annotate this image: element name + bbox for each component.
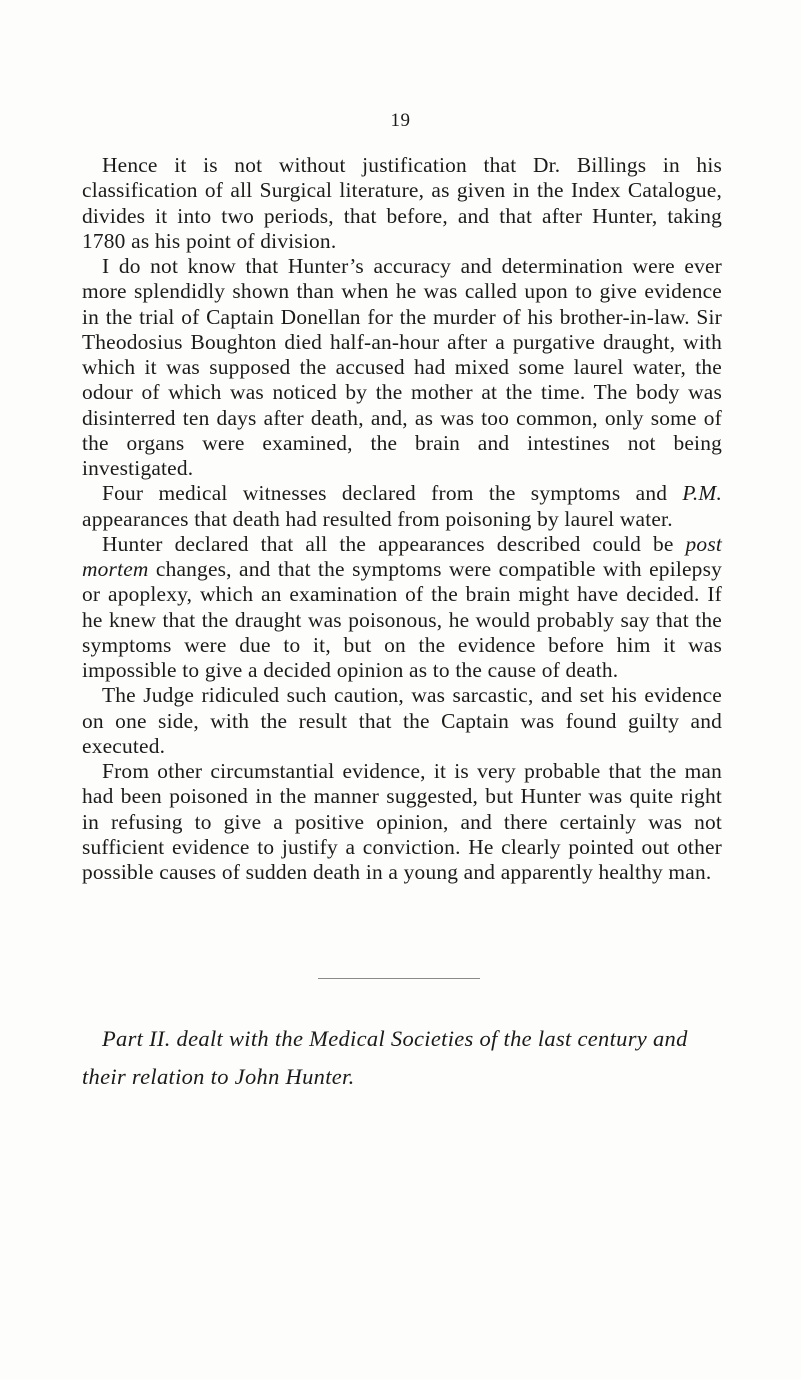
text-run: Hence it is not without justification that Dr. Billings in his classification of all Surgical literature, as given in the Index Catalogue, divides it into two periods, that before, and that after Hunter, taking 1780 as his point of division. bbox=[82, 153, 722, 253]
closing-note: Part II. dealt with the Medical Societies of the last century and their relation to John Hunter. bbox=[82, 1026, 688, 1089]
paragraph bbox=[82, 683, 722, 759]
paragraph bbox=[82, 254, 722, 481]
paragraph bbox=[82, 153, 722, 254]
paragraph bbox=[82, 481, 722, 532]
text-run: The Judge ridiculed such caution, was sarcastic, and set his evidence on one side, with the result that the Captain was found guilty and executed. bbox=[82, 683, 722, 758]
page-number: 19 bbox=[390, 110, 411, 131]
paragraph bbox=[82, 532, 722, 684]
text-run: From other circumstantial evidence, it is very probable that the man had been poisoned in the manner suggested, but Hunter was quite right in refusing to give a positive opinion, and there certainly was not sufficient evidence to justify a conviction. He clearly pointed out other possible causes of sudden death in a young and apparently healthy man. bbox=[82, 759, 722, 884]
italic-abbreviation: P.M. bbox=[682, 481, 722, 506]
body-text bbox=[82, 153, 722, 885]
text-run: changes, and that the symptoms were compatible with epilepsy or apoplexy, which an examination of the brain might have decided. If he knew that the draught was poisonous, he would probably say that the symptoms were due to it, but on the evidence before him it was impossible to give a decided opinion as to the cause of death. bbox=[82, 557, 722, 682]
italic-term: post mortem bbox=[82, 531, 722, 581]
section-divider bbox=[318, 978, 480, 979]
text-run: Four medical witnesses declared from the symptoms and bbox=[102, 481, 683, 506]
text-run: Hunter declared that all the appearances described could be bbox=[102, 531, 686, 556]
text-run: appearances that death had resulted from poisoning by laurel water. bbox=[82, 506, 673, 531]
text-run: I do not know that Hunter’s accuracy and determination were ever more splendidly shown than when he was called upon to give evidence in the trial of Captain Donellan for the murder of his brother-in-law. Sir Theodosius Boughton died half-an-hour after a purgative draught, with which it was supposed the accused had mixed some laurel water, the odour of which was noticed by the mother at the time. The body was disinterred ten days after death, and, as was too common, only some of the organs were examined, the brain and intestines not being investigated. bbox=[82, 254, 722, 480]
paragraph bbox=[82, 759, 722, 885]
